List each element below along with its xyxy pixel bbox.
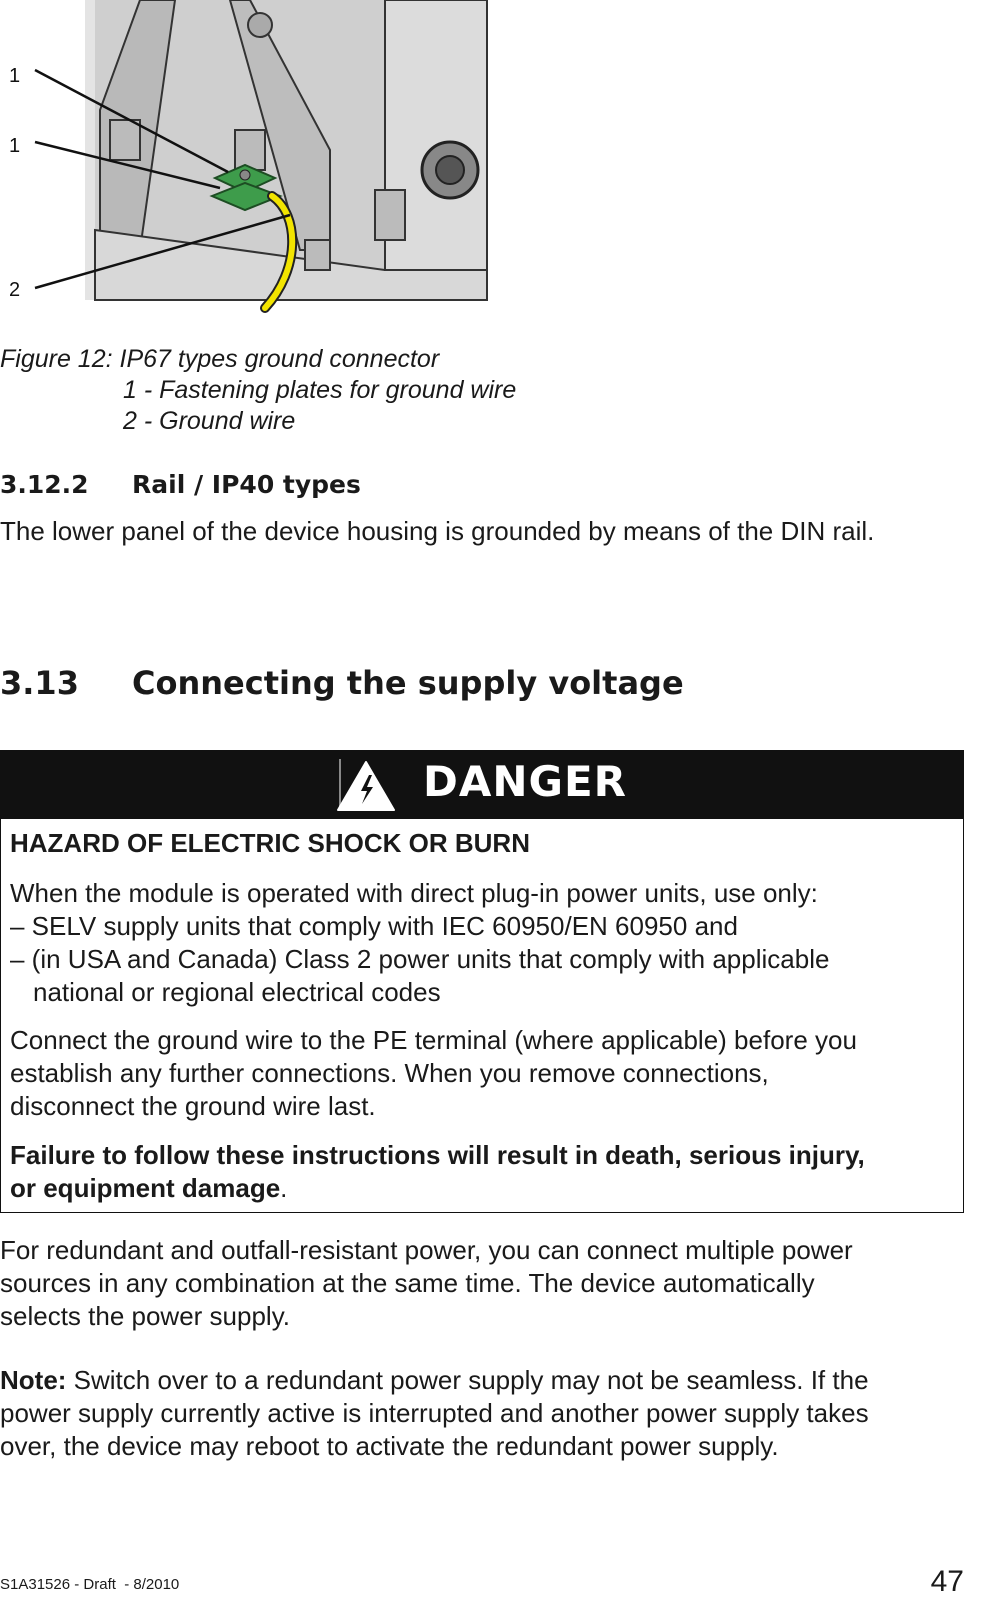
section-3-13-title: Connecting the supply voltage <box>132 664 684 702</box>
section-3-12-2-title: Rail / IP40 types <box>132 470 361 499</box>
callout-1a: 1 <box>9 65 21 87</box>
danger-notice <box>0 750 964 1213</box>
callout-2: 2 <box>9 279 21 301</box>
danger-ground-line-2: establish any further connections. When you remove connections, <box>10 1058 769 1088</box>
danger-warning-line-1: Failure to follow these instructions will result in death, serious injury, <box>10 1140 865 1170</box>
note-label: Note: <box>0 1365 67 1395</box>
danger-header <box>1 751 963 819</box>
note-line-3: over, the device may reboot to activate the redundant power supply. <box>0 1431 779 1461</box>
danger-heading: HAZARD OF ELECTRIC SHOCK OR BURN <box>10 828 530 858</box>
footer-document-id: S1A31526 - Draft - 8/2010 <box>0 1576 180 1593</box>
page-number: 47 <box>930 1565 964 1598</box>
redundant-line-2: sources in any combination at the same time. The device automatically <box>0 1268 815 1298</box>
note-line-1-wrap <box>0 1364 869 1397</box>
callout-1b: 1 <box>9 135 21 157</box>
danger-item-2-line-2: national or regional electrical codes <box>33 977 441 1007</box>
danger-warning-end: . <box>280 1173 288 1203</box>
figure-caption: Figure 12: IP67 types ground connector <box>0 345 440 373</box>
danger-warning-line-2-wrap <box>10 1172 287 1205</box>
section-3-12-2-number: 3.12.2 <box>0 470 89 499</box>
note-line-1: Switch over to a redundant power supply may not be seamless. If the <box>66 1365 869 1395</box>
redundant-line-3: selects the power supply. <box>0 1301 290 1331</box>
figure-legend-2: 2 - Ground wire <box>123 407 296 435</box>
section-3-13-number: 3.13 <box>0 664 79 702</box>
danger-intro: When the module is operated with direct plug-in power units, use only: <box>10 878 818 908</box>
section-3-12-2-text: The lower panel of the device housing is grounded by means of the DIN rail. <box>0 516 875 546</box>
redundant-line-1: For redundant and outfall-resistant power, you can connect multiple power <box>0 1235 853 1265</box>
danger-ground-line-3: disconnect the ground wire last. <box>10 1091 376 1121</box>
danger-title: DANGER <box>423 757 628 806</box>
danger-ground-line-1: Connect the ground wire to the PE terminal (where applicable) before you <box>10 1025 857 1055</box>
ground-connector-figure <box>0 0 500 330</box>
danger-warning-line-2: or equipment damage <box>10 1173 281 1203</box>
note-line-2: power supply currently active is interrupted and another power supply takes <box>0 1398 869 1428</box>
danger-item-2-line-1: – (in USA and Canada) Class 2 power units that comply with applicable <box>10 944 830 974</box>
electric-hazard-icon <box>335 759 397 813</box>
danger-item-1: – SELV supply units that comply with IEC 60950/EN 60950 and <box>10 911 738 941</box>
figure-legend-1: 1 - Fastening plates for ground wire <box>123 376 517 404</box>
